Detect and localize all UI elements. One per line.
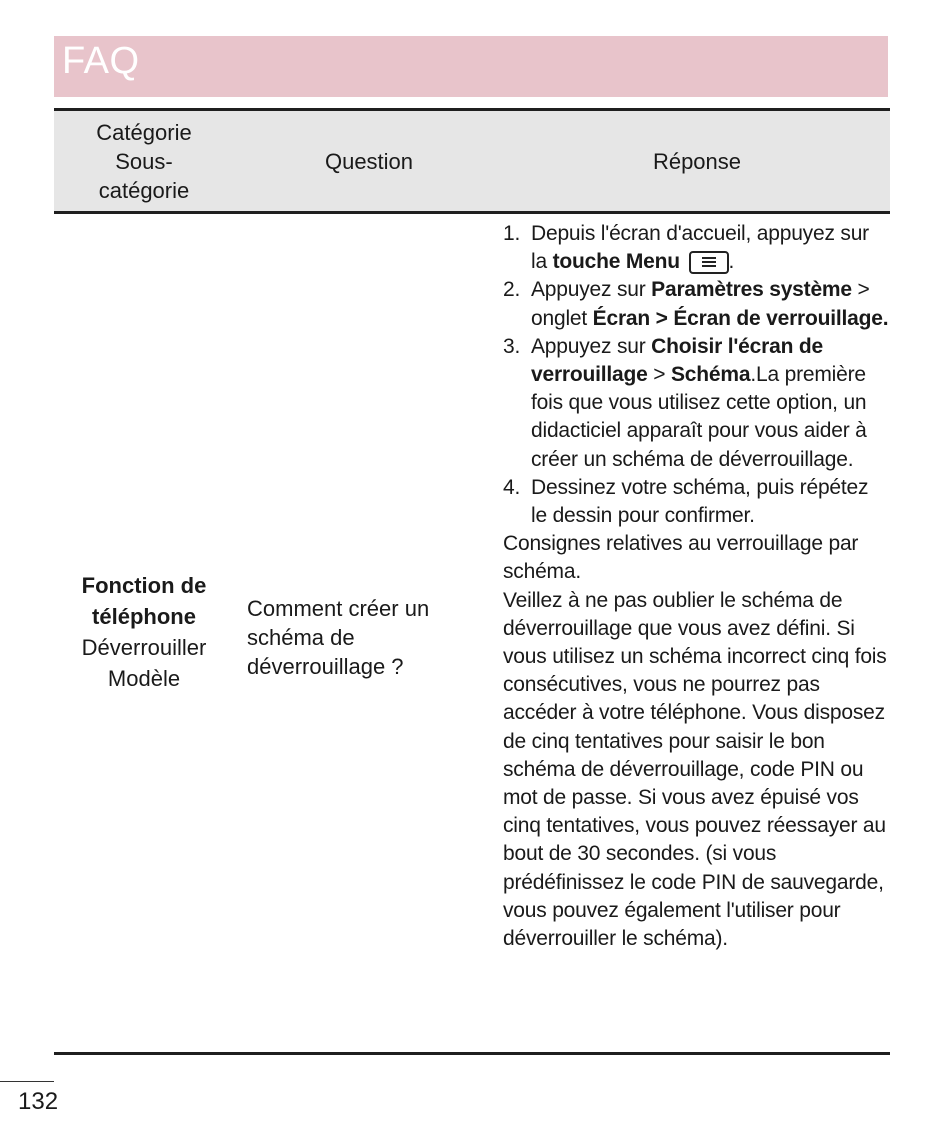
step-1 (503, 220, 889, 276)
header-category (54, 111, 234, 211)
step-2-bold-b: Écran (592, 306, 651, 330)
step-2-end: . (882, 306, 889, 330)
category-line1: Fonction de (81, 573, 207, 598)
header-answer (504, 111, 890, 211)
category-cell (54, 570, 234, 694)
step-2 (503, 276, 889, 332)
faq-title: FAQ (62, 40, 140, 82)
header-answer-label: Réponse (652, 148, 742, 174)
step-4 (503, 474, 889, 530)
menu-key-icon (689, 251, 729, 274)
step-4-number: 4. (503, 475, 521, 499)
page-number: 132 (18, 1088, 59, 1115)
header-question (234, 111, 504, 211)
header-category-line1: Catégorie (96, 119, 192, 145)
step-2-bold-a: Paramètres système (651, 278, 852, 302)
step-3 (503, 333, 889, 474)
faq-banner (54, 36, 888, 97)
step-3-text-a: Appuyez sur (531, 334, 652, 358)
header-question-label: Question (324, 148, 414, 174)
table-header-row (54, 108, 890, 214)
step-2-bold-c: Écran de verrouillage (673, 306, 883, 330)
faq-table (54, 108, 890, 1055)
step-3-text-c: .La première fois que vous utilisez cette option, un didacticiel apparaît pour vous aider à créer un schéma de déverrouillage. (531, 363, 867, 471)
step-2-text-c: > (650, 306, 674, 330)
step-1-text: Depuis l'écran d'accueil, appuyez sur la (531, 222, 869, 274)
category-line2: téléphone (92, 604, 196, 629)
subcategory-line2: Modèle (107, 666, 181, 691)
page-number-rule (0, 1081, 54, 1082)
note-body: Veillez à ne pas oublier le schéma de déverrouillage que vous avez défini. Si vous utilisez un schéma incorrect cinq fois consécutives, vous ne pourrez pas accéder à votre téléphone. Vous disposez de cinq tentatives pour saisir le bon schéma de déverrouillage, code PIN ou mot de passe. Si vous avez épuisé vos cinq tentatives, vous pouvez réessayer au bout de 30 secondes. (si vous prédéfinissez le code PIN de sauvegarde, vous pouvez également l'utiliser pour déverrouiller le schéma). (503, 588, 887, 951)
step-3-number: 3. (503, 334, 521, 358)
step-3-bold-a: Choisir l'écran de verrouillage (531, 334, 823, 387)
header-category-line2: Sous- (115, 148, 173, 174)
step-2-number: 2. (503, 278, 521, 302)
step-2-text-a: Appuyez sur (531, 278, 652, 302)
header-category-line3: catégorie (98, 177, 190, 203)
note-heading: Consignes relatives au verrouillage par schéma. (503, 532, 859, 584)
step-1-number: 1. (503, 222, 521, 245)
step-3-bold-b: Schéma (671, 363, 751, 387)
step-1-bold: touche Menu (552, 250, 680, 274)
step-4-text: Dessinez votre schéma, puis répétez le dessin pour confirmer. (531, 475, 869, 528)
step-3-text-b: > (647, 363, 671, 387)
step-2-text-b: > onglet (531, 278, 870, 330)
subcategory-line1: Déverrouiller (81, 635, 207, 660)
answer-steps (503, 220, 889, 530)
question-cell: Comment créer un schéma de déverrouillage ? (247, 596, 430, 679)
table-row (54, 214, 890, 1055)
step-1-end: . (728, 250, 735, 274)
answer-cell (503, 220, 889, 953)
